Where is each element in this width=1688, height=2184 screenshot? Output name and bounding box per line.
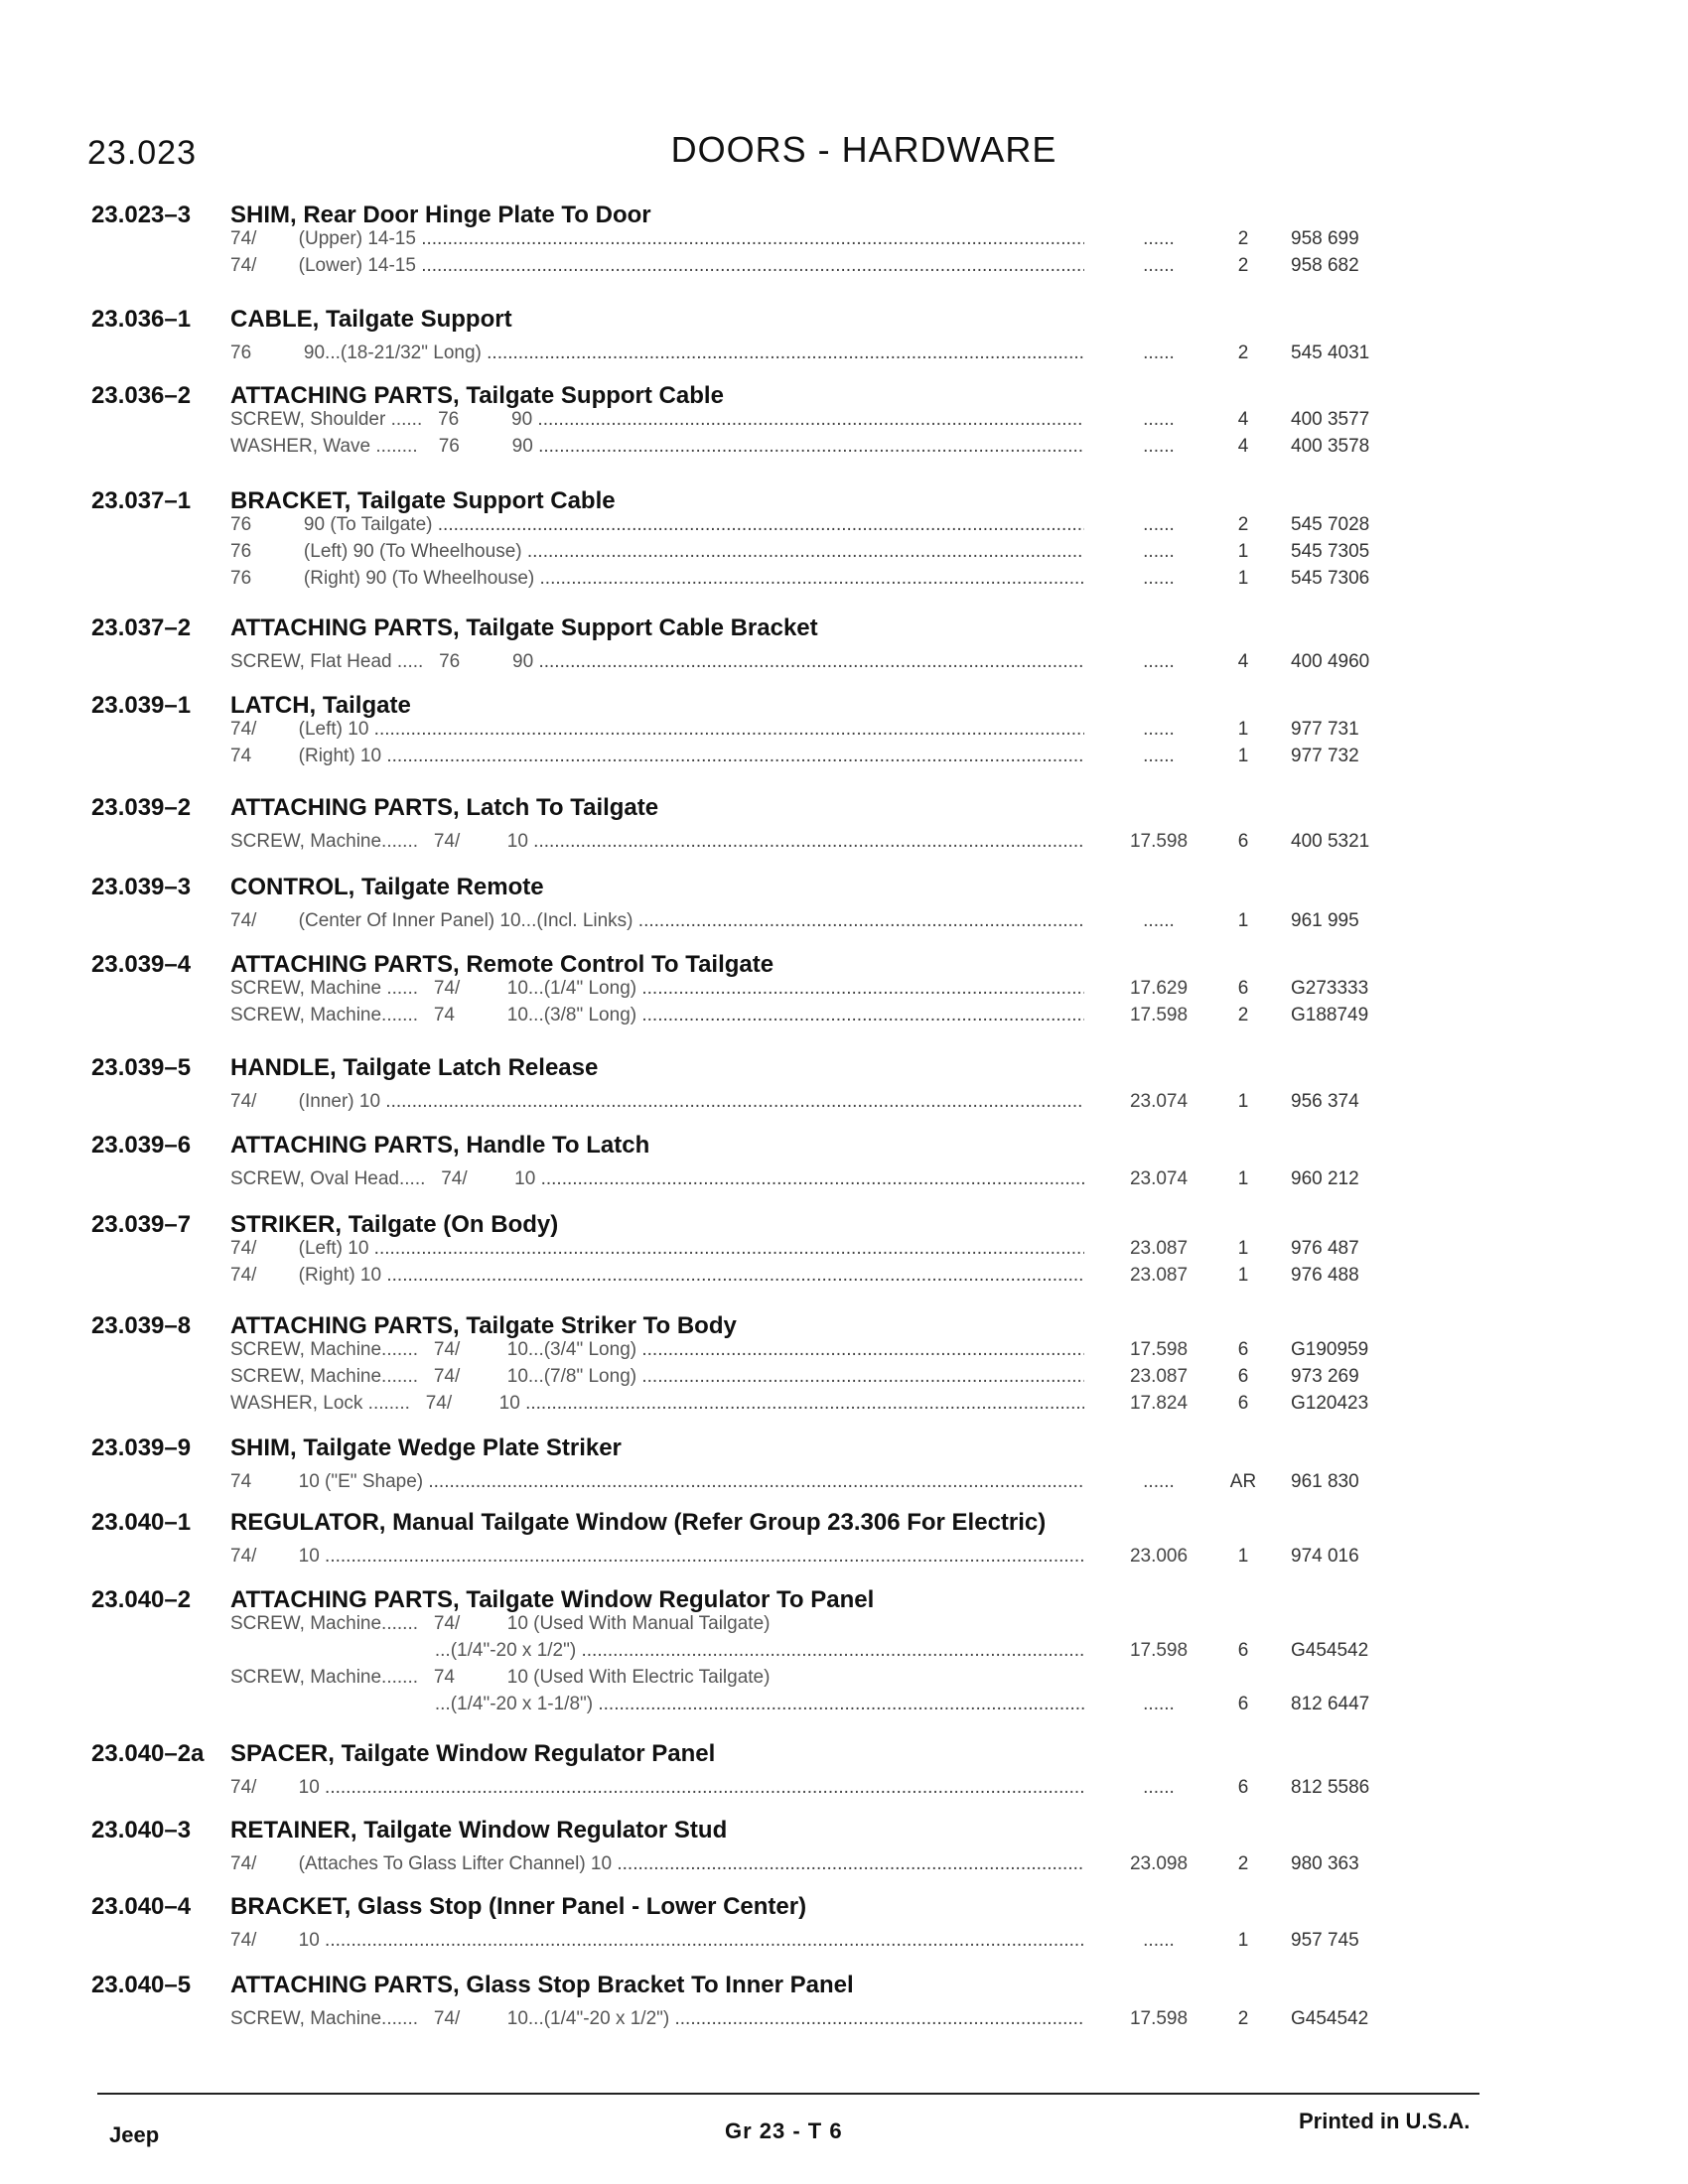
part-entry bbox=[0, 1586, 1688, 1714]
part-name: ATTACHING PARTS, bbox=[230, 1972, 460, 1998]
group-reference: ...... bbox=[1143, 409, 1175, 430]
part-line bbox=[230, 1777, 1601, 1805]
quantity: 6 bbox=[1237, 1366, 1249, 1387]
footer-section-code: Gr 23 - T 6 bbox=[725, 2118, 843, 2143]
group-reference: ...... bbox=[1143, 541, 1175, 562]
quantity: 2 bbox=[1237, 1005, 1249, 1025]
part-number: 960 212 bbox=[1291, 1168, 1359, 1189]
part-line bbox=[230, 1546, 1601, 1573]
line-description: 74/ (Upper) 14-15 ..... bbox=[230, 228, 1084, 250]
line-description: 74/ (Left) 10 ..... bbox=[230, 1238, 1084, 1260]
group-reference: 17.598 bbox=[1129, 1005, 1189, 1025]
part-number: G454542 bbox=[1291, 1640, 1369, 1661]
group-reference: 23.087 bbox=[1129, 1265, 1189, 1286]
footer-divider bbox=[97, 2093, 1479, 2095]
part-description: Tailgate Support bbox=[326, 306, 512, 333]
part-line bbox=[230, 1005, 1601, 1032]
part-number: 976 488 bbox=[1291, 1265, 1359, 1286]
part-description: Tailgate Support Cable bbox=[466, 382, 724, 409]
part-description: Remote Control To Tailgate bbox=[466, 951, 774, 978]
group-reference: ...... bbox=[1143, 746, 1175, 766]
group-reference: 23.074 bbox=[1129, 1091, 1189, 1112]
reference-number: 23.036–1 bbox=[91, 306, 192, 333]
part-line bbox=[230, 1471, 1601, 1499]
part-description: Glass Stop Bracket To Inner Panel bbox=[466, 1972, 854, 1998]
part-name: ATTACHING PARTS, bbox=[230, 951, 460, 978]
part-heading bbox=[230, 951, 774, 979]
line-description: WASHER, Lock ........ 74/ 10 ..... bbox=[230, 1393, 1084, 1415]
part-heading bbox=[230, 614, 818, 642]
quantity: 2 bbox=[1237, 228, 1249, 249]
group-reference: ...... bbox=[1143, 568, 1175, 589]
part-description: Tailgate bbox=[322, 692, 411, 719]
reference-number: 23.040–4 bbox=[91, 1893, 192, 1920]
part-heading bbox=[230, 1586, 874, 1614]
group-reference: 17.824 bbox=[1129, 1393, 1189, 1414]
quantity: 6 bbox=[1237, 978, 1249, 999]
reference-number: 23.039–1 bbox=[91, 692, 192, 719]
group-reference: ...... bbox=[1143, 228, 1175, 249]
group-reference: 17.598 bbox=[1129, 831, 1189, 852]
line-description: SCREW, Machine....... 74/ 10...(3/4" Long) ..... bbox=[230, 1339, 1084, 1361]
part-line bbox=[230, 1091, 1601, 1119]
reference-number: 23.037–1 bbox=[91, 487, 192, 514]
reference-number: 23.039–7 bbox=[91, 1211, 192, 1238]
line-description: 74/ (Attaches To Glass Lifter Channel) 10 ..... bbox=[230, 1853, 1084, 1875]
part-line bbox=[230, 1265, 1601, 1293]
part-description: Rear Door Hinge Plate To Door bbox=[303, 202, 651, 228]
part-description: Handle To Latch bbox=[466, 1132, 650, 1159]
part-description: Tailgate Striker To Body bbox=[466, 1312, 737, 1339]
line-description: 76 90...(18-21/32" Long) ..... bbox=[230, 342, 1084, 364]
part-name: CABLE, bbox=[230, 306, 320, 333]
quantity: 6 bbox=[1237, 1339, 1249, 1360]
part-line bbox=[230, 1613, 1601, 1641]
part-line bbox=[230, 514, 1601, 542]
part-name: LATCH, bbox=[230, 692, 317, 719]
part-entry bbox=[0, 1312, 1688, 1432]
part-description: Tailgate Wedge Plate Striker bbox=[303, 1434, 622, 1461]
part-line bbox=[230, 746, 1601, 773]
line-description: 74 10 ("E" Shape) ..... bbox=[230, 1471, 1084, 1493]
part-description: Glass Stop (Inner Panel - Lower Center) bbox=[357, 1893, 807, 1920]
group-reference: ...... bbox=[1143, 1930, 1175, 1951]
part-heading bbox=[230, 1434, 622, 1462]
part-name: SHIM, bbox=[230, 1434, 297, 1461]
group-reference: ...... bbox=[1143, 719, 1175, 740]
part-name: BRACKET, bbox=[230, 1893, 352, 1920]
part-entry bbox=[0, 1972, 1688, 2091]
part-heading bbox=[230, 1132, 649, 1160]
part-number: 400 5321 bbox=[1291, 831, 1370, 852]
quantity: 2 bbox=[1237, 2008, 1249, 2029]
quantity: 1 bbox=[1237, 1546, 1249, 1567]
line-description: SCREW, Machine....... 74/ 10...(7/8" Long) ..... bbox=[230, 1366, 1084, 1388]
part-line bbox=[230, 1930, 1601, 1958]
line-description: WASHER, Wave ........ 76 90 ..... bbox=[230, 436, 1084, 458]
part-number: G120423 bbox=[1291, 1393, 1369, 1414]
part-number: 400 4960 bbox=[1291, 651, 1370, 672]
part-number: G454542 bbox=[1291, 2008, 1369, 2029]
reference-number: 23.039–8 bbox=[91, 1312, 192, 1339]
group-reference: 17.598 bbox=[1129, 1640, 1189, 1661]
part-description: Tailgate Window Regulator Panel bbox=[341, 1740, 716, 1767]
part-number: 961 830 bbox=[1291, 1471, 1359, 1492]
part-name: CONTROL, bbox=[230, 874, 355, 900]
part-line bbox=[230, 255, 1601, 283]
reference-number: 23.036–2 bbox=[91, 382, 192, 409]
part-description: Tailgate Window Regulator Stud bbox=[363, 1817, 728, 1843]
line-description: 74/ (Lower) 14-15 ..... bbox=[230, 255, 1084, 277]
part-heading bbox=[230, 692, 411, 720]
group-reference: 23.074 bbox=[1129, 1168, 1189, 1189]
footer-brand: Jeep bbox=[109, 2122, 160, 2147]
part-number: 973 269 bbox=[1291, 1366, 1359, 1387]
part-name: SPACER, bbox=[230, 1740, 335, 1767]
page-title: DOORS - HARDWARE bbox=[670, 129, 1057, 170]
part-number: 956 374 bbox=[1291, 1091, 1359, 1112]
group-reference: ...... bbox=[1143, 1471, 1175, 1492]
group-reference: ...... bbox=[1143, 1694, 1175, 1714]
quantity: AR bbox=[1229, 1471, 1257, 1492]
part-name: SHIM, bbox=[230, 202, 297, 228]
group-reference: 17.598 bbox=[1129, 1339, 1189, 1360]
part-entry bbox=[0, 951, 1688, 1070]
part-name: REGULATOR, bbox=[230, 1509, 386, 1536]
part-line bbox=[230, 1168, 1601, 1196]
part-line bbox=[230, 651, 1601, 679]
quantity: 1 bbox=[1237, 1168, 1249, 1189]
line-description: SCREW, Machine....... 74/ 10 ..... bbox=[230, 831, 1084, 853]
page-number: 23.023 bbox=[87, 134, 197, 172]
part-line bbox=[230, 1694, 1601, 1721]
part-entry bbox=[0, 202, 1688, 321]
part-heading bbox=[230, 1312, 737, 1340]
group-reference: 23.006 bbox=[1129, 1546, 1189, 1567]
quantity: 1 bbox=[1237, 1238, 1249, 1259]
footer-printed: Printed in U.S.A. bbox=[1299, 2109, 1471, 2133]
part-number: 400 3577 bbox=[1291, 409, 1370, 430]
reference-number: 23.037–2 bbox=[91, 614, 192, 641]
part-description: Manual Tailgate Window (Refer Group 23.306 For Electric) bbox=[392, 1509, 1047, 1536]
quantity: 1 bbox=[1237, 541, 1249, 562]
part-entry bbox=[0, 692, 1688, 811]
line-description: ...(1/4"-20 x 1/2") ..... bbox=[230, 1640, 1084, 1662]
part-heading bbox=[230, 874, 544, 901]
group-reference: 17.598 bbox=[1129, 2008, 1189, 2029]
part-heading bbox=[230, 1817, 727, 1844]
part-number: G273333 bbox=[1291, 978, 1369, 999]
part-line bbox=[230, 978, 1601, 1006]
part-name: ATTACHING PARTS, bbox=[230, 1132, 460, 1159]
quantity: 1 bbox=[1237, 746, 1249, 766]
part-description: Tailgate (On Body) bbox=[348, 1211, 559, 1238]
group-reference: ...... bbox=[1143, 436, 1175, 457]
line-description: SCREW, Flat Head ..... 76 90 ..... bbox=[230, 651, 1084, 673]
quantity: 1 bbox=[1237, 1930, 1249, 1951]
part-name: ATTACHING PARTS, bbox=[230, 1312, 460, 1339]
part-number: 977 732 bbox=[1291, 746, 1359, 766]
quantity: 2 bbox=[1237, 255, 1249, 276]
part-entry bbox=[0, 382, 1688, 501]
line-description: 74/ (Left) 10 ..... bbox=[230, 719, 1084, 741]
quantity: 4 bbox=[1237, 436, 1249, 457]
reference-number: 23.039–2 bbox=[91, 794, 192, 821]
part-number: 545 7306 bbox=[1291, 568, 1370, 589]
line-description: SCREW, Machine....... 74/ 10 (Used With Manual Tailgate) bbox=[230, 1613, 771, 1634]
reference-number: 23.039–4 bbox=[91, 951, 192, 978]
part-number: 812 6447 bbox=[1291, 1694, 1370, 1714]
part-heading bbox=[230, 1740, 715, 1768]
part-number: 980 363 bbox=[1291, 1853, 1359, 1874]
line-description: SCREW, Machine....... 74 10 (Used With Electric Tailgate) bbox=[230, 1667, 771, 1688]
quantity: 2 bbox=[1237, 514, 1249, 535]
quantity: 1 bbox=[1237, 1091, 1249, 1112]
part-line bbox=[230, 228, 1601, 256]
line-description: 76 (Left) 90 (To Wheelhouse) ..... bbox=[230, 541, 1084, 563]
part-heading bbox=[230, 1972, 854, 1999]
reference-number: 23.039–3 bbox=[91, 874, 192, 900]
line-description: SCREW, Machine ...... 74/ 10...(1/4" Long) ..... bbox=[230, 978, 1084, 1000]
reference-number: 23.039–6 bbox=[91, 1132, 192, 1159]
quantity: 6 bbox=[1237, 1393, 1249, 1414]
part-number: G190959 bbox=[1291, 1339, 1369, 1360]
part-line bbox=[230, 568, 1601, 596]
part-line bbox=[230, 1366, 1601, 1394]
quantity: 1 bbox=[1237, 910, 1249, 931]
part-line bbox=[230, 1393, 1601, 1421]
reference-number: 23.040–2a bbox=[91, 1740, 205, 1767]
part-line bbox=[230, 831, 1601, 859]
quantity: 1 bbox=[1237, 1265, 1249, 1286]
part-name: ATTACHING PARTS, bbox=[230, 382, 460, 409]
part-line bbox=[230, 1238, 1601, 1266]
line-description: 74/ 10 ..... bbox=[230, 1546, 1084, 1568]
reference-number: 23.040–2 bbox=[91, 1586, 192, 1613]
line-description: SCREW, Machine....... 74/ 10...(1/4"-20 x 1/2") ..... bbox=[230, 2008, 1084, 2030]
part-name: RETAINER, bbox=[230, 1817, 357, 1843]
part-line bbox=[230, 1640, 1601, 1668]
part-description: Tailgate Support Cable Bracket bbox=[466, 614, 818, 641]
part-number: 957 745 bbox=[1291, 1930, 1359, 1951]
part-description: Tailgate Latch Release bbox=[343, 1054, 599, 1081]
quantity: 6 bbox=[1237, 1640, 1249, 1661]
part-number: 958 682 bbox=[1291, 255, 1359, 276]
part-line bbox=[230, 1339, 1601, 1367]
group-reference: ...... bbox=[1143, 651, 1175, 672]
group-reference: 23.087 bbox=[1129, 1238, 1189, 1259]
part-line bbox=[230, 910, 1601, 938]
group-reference: ...... bbox=[1143, 514, 1175, 535]
quantity: 4 bbox=[1237, 409, 1249, 430]
reference-number: 23.040–5 bbox=[91, 1972, 192, 1998]
quantity: 6 bbox=[1237, 1694, 1249, 1714]
line-description: 76 90 (To Tailgate) ..... bbox=[230, 514, 1084, 536]
line-description: SCREW, Machine....... 74 10...(3/8" Long) ..... bbox=[230, 1005, 1084, 1026]
part-number: 400 3578 bbox=[1291, 436, 1370, 457]
line-description: 76 (Right) 90 (To Wheelhouse) ..... bbox=[230, 568, 1084, 590]
part-name: HANDLE, bbox=[230, 1054, 337, 1081]
part-name: ATTACHING PARTS, bbox=[230, 1586, 460, 1613]
part-number: 812 5586 bbox=[1291, 1777, 1370, 1798]
part-description: Tailgate Window Regulator To Panel bbox=[466, 1586, 875, 1613]
line-description: 74 (Right) 10 ..... bbox=[230, 746, 1084, 767]
part-line bbox=[230, 409, 1601, 437]
group-reference: 23.087 bbox=[1129, 1366, 1189, 1387]
reference-number: 23.040–3 bbox=[91, 1817, 192, 1843]
group-reference: ...... bbox=[1143, 342, 1175, 363]
quantity: 6 bbox=[1237, 1777, 1249, 1798]
group-reference: 23.098 bbox=[1129, 1853, 1189, 1874]
part-line bbox=[230, 342, 1601, 370]
quantity: 6 bbox=[1237, 831, 1249, 852]
reference-number: 23.039–9 bbox=[91, 1434, 192, 1461]
reference-number: 23.039–5 bbox=[91, 1054, 192, 1081]
part-line bbox=[230, 541, 1601, 569]
group-reference: ...... bbox=[1143, 910, 1175, 931]
group-reference: ...... bbox=[1143, 255, 1175, 276]
part-heading bbox=[230, 306, 512, 334]
part-name: ATTACHING PARTS, bbox=[230, 794, 460, 821]
part-name: BRACKET, bbox=[230, 487, 352, 514]
part-line bbox=[230, 1667, 1601, 1695]
part-heading bbox=[230, 382, 724, 410]
quantity: 2 bbox=[1237, 1853, 1249, 1874]
line-description: 74/ 10 ..... bbox=[230, 1777, 1084, 1799]
line-description: SCREW, Oval Head..... 74/ 10 ..... bbox=[230, 1168, 1084, 1190]
part-number: G188749 bbox=[1291, 1005, 1369, 1025]
line-description: 74/ (Right) 10 ..... bbox=[230, 1265, 1084, 1287]
part-number: 977 731 bbox=[1291, 719, 1359, 740]
part-heading bbox=[230, 794, 658, 822]
part-heading bbox=[230, 202, 651, 229]
line-description: 74/ 10 ..... bbox=[230, 1930, 1084, 1952]
part-heading bbox=[230, 1211, 558, 1239]
line-description: ...(1/4"-20 x 1-1/8") ..... bbox=[230, 1694, 1084, 1715]
part-name: ATTACHING PARTS, bbox=[230, 614, 460, 641]
quantity: 2 bbox=[1237, 342, 1249, 363]
line-description: 74/ (Inner) 10 ..... bbox=[230, 1091, 1084, 1113]
part-description: Tailgate Support Cable bbox=[357, 487, 616, 514]
part-name: STRIKER, bbox=[230, 1211, 343, 1238]
quantity: 1 bbox=[1237, 719, 1249, 740]
part-heading bbox=[230, 487, 616, 515]
line-description: SCREW, Shoulder ...... 76 90 ..... bbox=[230, 409, 1084, 431]
part-number: 958 699 bbox=[1291, 228, 1359, 249]
part-line bbox=[230, 1853, 1601, 1881]
part-number: 961 995 bbox=[1291, 910, 1359, 931]
part-heading bbox=[230, 1893, 806, 1921]
part-entry bbox=[0, 487, 1688, 607]
part-line bbox=[230, 719, 1601, 747]
part-description: Tailgate Remote bbox=[361, 874, 544, 900]
part-description: Latch To Tailgate bbox=[466, 794, 659, 821]
line-description: 74/ (Center Of Inner Panel) 10...(Incl. Links) ..... bbox=[230, 910, 1084, 932]
quantity: 4 bbox=[1237, 651, 1249, 672]
part-number: 545 4031 bbox=[1291, 342, 1370, 363]
part-number: 974 016 bbox=[1291, 1546, 1359, 1567]
part-number: 545 7028 bbox=[1291, 514, 1370, 535]
group-reference: ...... bbox=[1143, 1777, 1175, 1798]
part-line bbox=[230, 2008, 1601, 2036]
part-heading bbox=[230, 1054, 598, 1082]
reference-number: 23.023–3 bbox=[91, 202, 192, 228]
part-number: 545 7305 bbox=[1291, 541, 1370, 562]
part-heading bbox=[230, 1509, 1046, 1537]
part-line bbox=[230, 436, 1601, 464]
quantity: 1 bbox=[1237, 568, 1249, 589]
reference-number: 23.040–1 bbox=[91, 1509, 192, 1536]
group-reference: 17.629 bbox=[1129, 978, 1189, 999]
part-number: 976 487 bbox=[1291, 1238, 1359, 1259]
